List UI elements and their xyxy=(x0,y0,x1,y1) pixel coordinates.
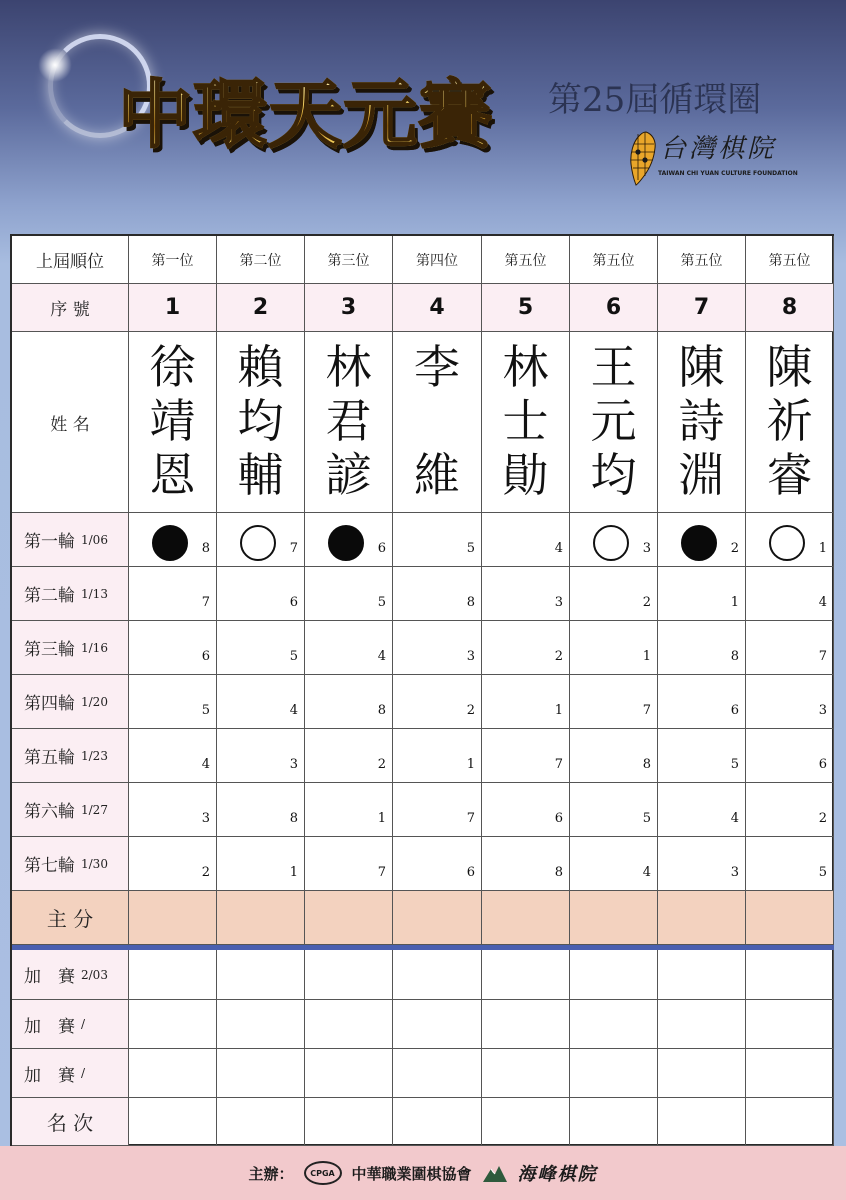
opponent-number: 5 xyxy=(377,595,386,610)
prev-rank-cell xyxy=(393,236,482,284)
playoff-cell xyxy=(482,1049,570,1098)
opponent-number: 8 xyxy=(730,649,739,664)
round-cell xyxy=(482,729,570,783)
round-cell xyxy=(658,513,746,567)
prev-rank-text: 第五位 xyxy=(592,252,635,269)
opponent-number: 6 xyxy=(730,703,739,718)
opponent-number: 3 xyxy=(466,649,475,664)
opponent-number: 2 xyxy=(818,811,827,826)
round-1-date: 1/06 xyxy=(81,532,108,547)
player-name-char: 諺 xyxy=(325,448,372,502)
opponent-number: 6 xyxy=(377,541,386,556)
opponent-number: 1 xyxy=(818,541,827,556)
white-stone-icon xyxy=(593,525,629,561)
round-3-label: 第三輪 xyxy=(24,640,75,660)
prev-rank-header xyxy=(12,236,129,284)
playoff-cell xyxy=(482,950,570,1000)
playoff-cell xyxy=(570,1000,658,1049)
player-name xyxy=(217,340,304,502)
player-name-char: 林 xyxy=(325,340,372,394)
seq-cell xyxy=(217,284,305,332)
prev-rank-cell xyxy=(129,236,217,284)
round-cell xyxy=(305,837,393,891)
opponent-number: 3 xyxy=(554,595,563,610)
prev-rank-cell xyxy=(746,236,834,284)
poster-header xyxy=(0,0,846,232)
player-name-char: 賴 xyxy=(237,340,284,394)
round-cell xyxy=(393,621,482,675)
round-cell xyxy=(570,729,658,783)
round-cell xyxy=(217,729,305,783)
round-cell xyxy=(658,621,746,675)
round-cell xyxy=(658,837,746,891)
round-6-date: 1/27 xyxy=(81,802,108,817)
player-name-char: 君 xyxy=(325,394,372,448)
player-name xyxy=(393,340,481,502)
prev-rank-header-text: 上屆順位 xyxy=(36,252,104,272)
final-rank-header-text: 名 次 xyxy=(46,1111,94,1135)
round-cell xyxy=(217,621,305,675)
round-6 xyxy=(12,783,129,837)
opponent-number: 2 xyxy=(466,703,475,718)
academy-name: 海峰棋院 xyxy=(517,1164,598,1185)
round-cell xyxy=(482,567,570,621)
opponent-number: 4 xyxy=(554,541,563,556)
round-7-label: 第七輪 xyxy=(24,856,75,876)
player-name-cell xyxy=(482,332,570,513)
player-name-char: 徐 xyxy=(149,340,196,394)
player-name-char: 均 xyxy=(590,448,637,502)
player-name-cell xyxy=(217,332,305,513)
playoff-cell xyxy=(658,1049,746,1098)
player-name-cell xyxy=(305,332,393,513)
prev-rank-cell xyxy=(305,236,393,284)
round-2-date: 1/13 xyxy=(81,586,108,601)
opponent-number: 5 xyxy=(818,865,827,880)
seq-number: 1 xyxy=(164,295,181,320)
round-cell xyxy=(482,837,570,891)
player-name-char: 祈 xyxy=(766,394,813,448)
opponent-number: 8 xyxy=(201,541,210,556)
round-cell xyxy=(746,729,834,783)
host-label: 主辦： xyxy=(248,1164,294,1183)
player-name-char: 靖 xyxy=(149,394,196,448)
seq-number: 4 xyxy=(429,295,445,320)
seq-number: 5 xyxy=(517,295,534,320)
seq-cell xyxy=(570,284,658,332)
player-name-cell xyxy=(570,332,658,513)
playoff-cell xyxy=(393,1049,482,1098)
seq-cell xyxy=(658,284,746,332)
opponent-number: 7 xyxy=(377,865,386,880)
round-cell xyxy=(746,675,834,729)
prev-rank-cell xyxy=(217,236,305,284)
opponent-number: 1 xyxy=(554,703,563,718)
final-rank-cell xyxy=(482,1098,570,1146)
round-cell xyxy=(570,567,658,621)
playoff-3-date: / xyxy=(81,1066,86,1080)
round-7-date: 1/30 xyxy=(81,856,108,871)
round-1-label: 第一輪 xyxy=(24,532,75,552)
round-cell xyxy=(570,513,658,567)
round-cell xyxy=(570,621,658,675)
main-score-cell xyxy=(305,891,393,945)
opponent-number: 7 xyxy=(642,703,651,718)
player-name xyxy=(570,340,657,502)
name-header xyxy=(12,332,129,513)
opponent-number: 6 xyxy=(554,811,563,826)
main-score-cell xyxy=(217,891,305,945)
round-4 xyxy=(12,675,129,729)
final-rank-cell xyxy=(129,1098,217,1146)
round-cell xyxy=(746,837,834,891)
opponent-number: 5 xyxy=(201,703,210,718)
player-name xyxy=(129,340,216,502)
player-name-char: 陳 xyxy=(678,340,725,394)
round-cell xyxy=(217,567,305,621)
opponent-number: 2 xyxy=(730,541,739,556)
playoff-cell xyxy=(217,1000,305,1049)
cpga-logo-icon xyxy=(304,1161,342,1185)
round-cell xyxy=(129,621,217,675)
round-cell xyxy=(393,783,482,837)
seq-cell xyxy=(746,284,834,332)
player-name-char: 陳 xyxy=(766,340,813,394)
round-cell xyxy=(393,837,482,891)
tournament-title: 中環天元賽 xyxy=(118,72,493,158)
playoff-3-label: 加 賽 xyxy=(24,1065,75,1086)
round-cell xyxy=(570,837,658,891)
player-name xyxy=(305,340,392,502)
round-5-label: 第五輪 xyxy=(24,748,75,768)
round-cell xyxy=(305,729,393,783)
playoff-cell xyxy=(746,950,834,1000)
seq-number: 2 xyxy=(252,295,269,320)
prev-rank-cell xyxy=(658,236,746,284)
round-cell xyxy=(129,675,217,729)
playoff-cell xyxy=(305,1000,393,1049)
playoff-cell xyxy=(305,1049,393,1098)
opponent-number: 1 xyxy=(289,865,298,880)
main-score-cell xyxy=(746,891,834,945)
player-name-char xyxy=(393,394,481,448)
player-name xyxy=(482,340,569,502)
seq-header-text: 序 號 xyxy=(50,300,90,320)
playoff-2 xyxy=(12,1000,129,1049)
main-score-cell xyxy=(129,891,217,945)
player-name-char: 士 xyxy=(502,394,549,448)
round-cell xyxy=(658,675,746,729)
opponent-number: 7 xyxy=(201,595,210,610)
black-stone-icon xyxy=(328,525,364,561)
opponent-number: 6 xyxy=(289,595,298,610)
opponent-number: 5 xyxy=(730,757,739,772)
seq-cell xyxy=(393,284,482,332)
final-rank-cell xyxy=(746,1098,834,1146)
opponent-number: 5 xyxy=(289,649,298,664)
seq-header xyxy=(12,284,129,332)
round-cell xyxy=(217,513,305,567)
footer-band xyxy=(0,1146,846,1200)
round-cell xyxy=(393,513,482,567)
seq-number: 6 xyxy=(605,295,622,320)
round-cell xyxy=(658,783,746,837)
player-name xyxy=(658,340,745,502)
opponent-number: 4 xyxy=(289,703,298,718)
player-name-char: 元 xyxy=(590,394,637,448)
opponent-number: 5 xyxy=(466,541,475,556)
opponent-number: 6 xyxy=(466,865,475,880)
playoff-cell xyxy=(570,1049,658,1098)
round-5-date: 1/23 xyxy=(81,748,108,763)
opponent-number: 1 xyxy=(730,595,739,610)
round-cell xyxy=(746,621,834,675)
edition-title: 第25屆循環圈 xyxy=(548,80,762,120)
playoff-cell xyxy=(482,1000,570,1049)
player-name-char: 淵 xyxy=(678,448,725,502)
round-1 xyxy=(12,513,129,567)
player-name-char: 林 xyxy=(502,340,549,394)
playoff-cell xyxy=(746,1049,834,1098)
player-name-char: 均 xyxy=(237,394,284,448)
main-score-header-text: 主 分 xyxy=(46,907,94,931)
player-name-cell xyxy=(393,332,482,513)
black-stone-icon xyxy=(681,525,717,561)
player-name-char: 詩 xyxy=(678,394,725,448)
final-rank-cell xyxy=(393,1098,482,1146)
round-2 xyxy=(12,567,129,621)
seq-number: 7 xyxy=(693,295,710,320)
round-2-label: 第二輪 xyxy=(24,586,75,606)
playoff-1-date: 2/03 xyxy=(81,967,108,982)
opponent-number: 6 xyxy=(201,649,210,664)
player-name-char: 李 xyxy=(414,340,460,394)
round-cell xyxy=(305,567,393,621)
opponent-number: 8 xyxy=(554,865,563,880)
round-3 xyxy=(12,621,129,675)
prev-rank-text: 第二位 xyxy=(239,252,282,269)
player-name-cell xyxy=(658,332,746,513)
player-name xyxy=(746,340,833,502)
round-cell xyxy=(393,675,482,729)
ring-glow xyxy=(38,48,72,82)
opponent-number: 4 xyxy=(377,649,386,664)
round-cell xyxy=(129,783,217,837)
round-cell xyxy=(570,783,658,837)
opponent-number: 7 xyxy=(289,541,298,556)
seq-cell xyxy=(129,284,217,332)
main-score-header xyxy=(12,891,129,945)
opponent-number: 5 xyxy=(642,811,651,826)
playoff-cell xyxy=(658,1000,746,1049)
opponent-number: 4 xyxy=(201,757,210,772)
opponent-number: 3 xyxy=(642,541,651,556)
playoff-cell xyxy=(570,950,658,1000)
final-rank-header xyxy=(12,1098,129,1146)
playoff-cell xyxy=(305,950,393,1000)
round-cell xyxy=(482,621,570,675)
playoff-2-label: 加 賽 xyxy=(24,1016,75,1037)
opponent-number: 1 xyxy=(377,811,386,826)
opponent-number: 8 xyxy=(642,757,651,772)
main-score-cell xyxy=(658,891,746,945)
opponent-number: 3 xyxy=(201,811,210,826)
main-score-cell xyxy=(570,891,658,945)
round-cell xyxy=(482,513,570,567)
round-cell xyxy=(129,567,217,621)
playoff-cell xyxy=(217,950,305,1000)
seq-cell xyxy=(305,284,393,332)
round-cell xyxy=(305,621,393,675)
opponent-number: 1 xyxy=(642,649,651,664)
round-4-label: 第四輪 xyxy=(24,694,75,714)
opponent-number: 2 xyxy=(642,595,651,610)
opponent-number: 7 xyxy=(818,649,827,664)
round-cell xyxy=(305,783,393,837)
round-cell xyxy=(217,675,305,729)
round-6-label: 第六輪 xyxy=(24,802,75,822)
opponent-number: 8 xyxy=(466,595,475,610)
final-rank-cell xyxy=(570,1098,658,1146)
association-name: 中華職業圍棋協會 xyxy=(351,1164,472,1183)
playoff-cell xyxy=(129,1049,217,1098)
main-score-cell xyxy=(393,891,482,945)
opponent-number: 2 xyxy=(377,757,386,772)
playoff-1-label: 加 賽 xyxy=(24,967,75,987)
round-4-date: 1/20 xyxy=(81,694,108,709)
opponent-number: 6 xyxy=(818,757,827,772)
playoff-3 xyxy=(12,1049,129,1098)
round-cell xyxy=(570,675,658,729)
opponent-number: 2 xyxy=(201,865,210,880)
opponent-number: 7 xyxy=(554,757,563,772)
player-name-char: 王 xyxy=(590,340,637,394)
opponent-number: 3 xyxy=(730,865,739,880)
round-cell xyxy=(393,729,482,783)
cpga-logo-text: CPGA xyxy=(310,1168,335,1178)
playoff-cell xyxy=(393,1000,482,1049)
round-cell xyxy=(217,837,305,891)
seq-number: 3 xyxy=(340,295,357,320)
prev-rank-text: 第四位 xyxy=(416,252,458,269)
round-cell xyxy=(129,513,217,567)
round-cell xyxy=(305,513,393,567)
opponent-number: 8 xyxy=(377,703,386,718)
prev-rank-text: 第五位 xyxy=(680,252,723,269)
opponent-number: 3 xyxy=(818,703,827,718)
footer-hosts xyxy=(0,1146,846,1200)
prev-rank-text: 第三位 xyxy=(327,252,370,269)
white-stone-icon xyxy=(240,525,276,561)
round-cell xyxy=(305,675,393,729)
round-cell xyxy=(217,783,305,837)
round-cell xyxy=(482,675,570,729)
round-cell xyxy=(482,783,570,837)
opponent-number: 8 xyxy=(289,811,298,826)
playoff-cell xyxy=(129,1000,217,1049)
prev-rank-cell xyxy=(482,236,570,284)
taiwan-map-icon xyxy=(628,130,658,186)
round-cell xyxy=(746,513,834,567)
final-rank-cell xyxy=(658,1098,746,1146)
foundation-english-name: TAIWAN CHI YUAN CULTURE FOUNDATION xyxy=(658,170,798,177)
playoff-2-date: / xyxy=(81,1017,86,1031)
opponent-number: 2 xyxy=(554,649,563,664)
round-7 xyxy=(12,837,129,891)
opponent-number: 3 xyxy=(289,757,298,772)
round-cell xyxy=(129,837,217,891)
round-cell xyxy=(746,567,834,621)
seq-cell xyxy=(482,284,570,332)
player-name-char: 維 xyxy=(414,448,460,502)
round-cell xyxy=(658,567,746,621)
round-5 xyxy=(12,729,129,783)
round-cell xyxy=(658,729,746,783)
foundation-name: 台灣棋院 xyxy=(660,134,777,164)
playoff-cell xyxy=(217,1049,305,1098)
player-name-char: 勛 xyxy=(502,448,549,502)
opponent-number: 4 xyxy=(818,595,827,610)
round-cell xyxy=(746,783,834,837)
foundation-logo xyxy=(626,130,796,190)
round-3-date: 1/16 xyxy=(81,640,108,655)
seq-number: 8 xyxy=(781,295,798,320)
player-name-char: 睿 xyxy=(766,448,813,502)
playoff-cell xyxy=(129,950,217,1000)
round-cell xyxy=(129,729,217,783)
player-name-char: 輔 xyxy=(237,448,284,502)
black-stone-icon xyxy=(152,525,188,561)
round-cell xyxy=(393,567,482,621)
opponent-number: 7 xyxy=(466,811,475,826)
prev-rank-text: 第一位 xyxy=(151,252,194,269)
round-robin-table xyxy=(10,234,834,1146)
player-name-cell xyxy=(129,332,217,513)
white-stone-icon xyxy=(769,525,805,561)
playoff-cell xyxy=(746,1000,834,1049)
mountain-logo-icon xyxy=(482,1163,508,1183)
player-name-cell xyxy=(746,332,834,513)
playoff-cell xyxy=(393,950,482,1000)
playoff-cell xyxy=(658,950,746,1000)
opponent-number: 4 xyxy=(642,865,651,880)
playoff-1 xyxy=(12,950,129,1000)
final-rank-cell xyxy=(217,1098,305,1146)
opponent-number: 1 xyxy=(466,757,475,772)
name-header-text: 姓 名 xyxy=(50,414,90,435)
main-score-cell xyxy=(482,891,570,945)
final-rank-cell xyxy=(305,1098,393,1146)
prev-rank-text: 第五位 xyxy=(504,252,547,269)
opponent-number: 4 xyxy=(730,811,739,826)
prev-rank-text: 第五位 xyxy=(768,252,811,269)
player-name-char: 恩 xyxy=(149,448,196,502)
prev-rank-cell xyxy=(570,236,658,284)
